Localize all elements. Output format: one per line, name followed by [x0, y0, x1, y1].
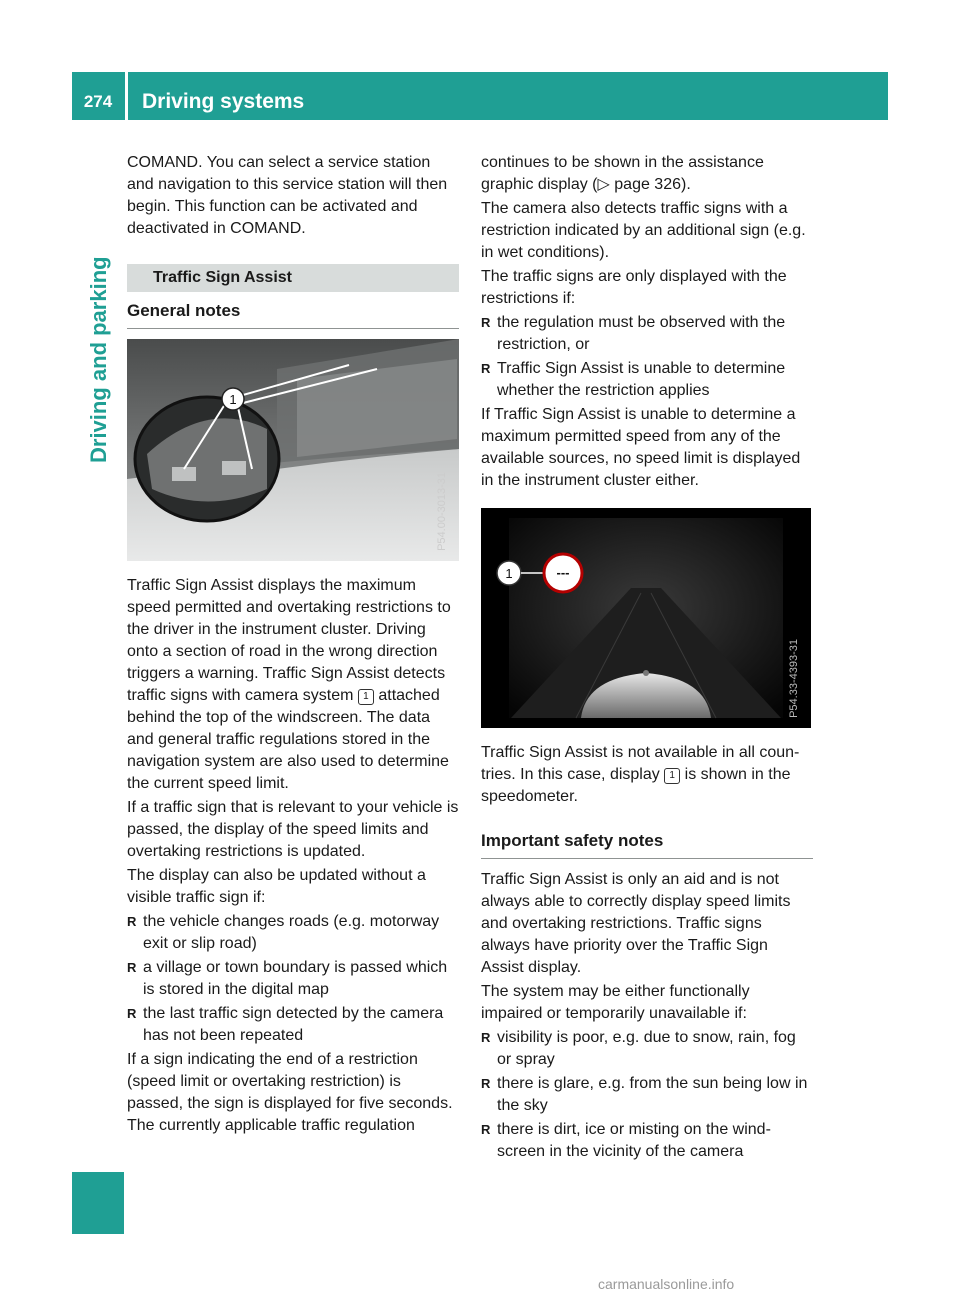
paragraph-overview: [127, 575, 459, 795]
paragraph-availability: Traffic Sign Assist is not available in all coun-tries. In this case, display 1 is shown in the speedometer.: [481, 744, 800, 805]
paragraph-impaired: The system may be either functionally impaired or temporarily unavailable if:: [481, 983, 750, 1022]
bullet-list-impaired: [481, 1027, 813, 1163]
list-item: R visibility is poor, e.g. due to snow, rain, fog or spray: [481, 1029, 796, 1068]
windscreen-illustration: [127, 339, 459, 561]
overview-text-b: attached behind the top of the windscreen. The data and general traffic regulations stored in the navigation system are also used to determine the current speed limit.: [127, 687, 449, 792]
paragraph-restrictions: The traffic signs are only displayed with the restrictions if:: [481, 268, 787, 307]
bullet-mark: R: [481, 1076, 491, 1091]
left-column: [127, 152, 459, 1139]
speed-sign-text: ---: [556, 565, 570, 580]
subheading-safety-notes: Important safety notes: [481, 822, 813, 859]
figure-instrument-cluster: [481, 508, 811, 728]
paragraph-continues: continues to be shown in the assistance graphic display (▷ page 326).: [481, 154, 764, 193]
bullet-mark: R: [127, 1006, 137, 1021]
bullet-mark: R: [481, 361, 491, 376]
callout-1: 1: [664, 768, 680, 784]
bullet-list-update: [127, 911, 459, 1047]
paragraph-no-speed-limit: If Traffic Sign Assist is unable to determine a maximum permitted speed from any of the available sources, no speed limit is displayed in the instrument cluster either.: [481, 406, 801, 489]
intro-paragraph: COMAND. You can select a service station and navigation to this service station will then begin. This function can be activated and deactivated in COMAND.: [127, 154, 448, 237]
page-number: 274: [83, 92, 113, 111]
bullet-mark: R: [127, 914, 137, 929]
paragraph-update: If a traffic sign that is relevant to your vehicle is passed, the display of the speed limits and overtaking restrictions is updated.: [127, 799, 459, 860]
side-chapter-label: Driving and parking: [86, 256, 111, 463]
figure2-callout: 1: [505, 566, 513, 581]
right-column: [481, 152, 813, 1165]
bullet-mark: R: [481, 1122, 491, 1137]
figure2-code: P54.33-4393-31: [788, 639, 800, 718]
paragraph-additional-sign: The camera also detects traffic signs with a restriction indicated by an additional sign (e.g. in wet conditions).: [481, 200, 806, 261]
list-item: R there is dirt, ice or misting on the wind-screen in the vicinity of the camera: [481, 1121, 771, 1160]
instrument-cluster-illustration: [481, 508, 811, 728]
callout-1: 1: [358, 689, 374, 705]
footer-url: carmanualsonline.info: [598, 1276, 735, 1292]
section-title: Traffic Sign Assist: [127, 264, 459, 292]
figure1-code: P54.00-3013-31: [436, 472, 448, 551]
bullet-mark: R: [481, 315, 491, 330]
subheading-general-notes: General notes: [127, 292, 459, 329]
paragraph-aid: Traffic Sign Assist is only an aid and is not always able to correctly display speed limits and overtaking restrictions. Traffic signs always have priority over the Traffic Sign Assist display.: [481, 871, 791, 976]
list-item: R the regulation must be observed with the restriction, or: [481, 314, 786, 353]
list-item: R Traffic Sign Assist is unable to determine whether the restriction applies: [481, 360, 786, 399]
list-item: R the vehicle changes roads (e.g. motorway exit or slip road): [127, 913, 440, 952]
bullet-mark: R: [481, 1030, 491, 1045]
bullet-mark: R: [127, 960, 137, 975]
list-item: R the last traffic sign detected by the camera has not been repeated: [127, 1005, 444, 1044]
side-tab-marker: [72, 1172, 124, 1234]
list-item: R a village or town boundary is passed which is stored in the digital map: [127, 959, 448, 998]
bullet-list-restrictions: [481, 312, 813, 402]
figure1-callout: 1: [229, 392, 237, 407]
figure-windscreen-camera: [127, 339, 459, 561]
paragraph-end-restriction: If a sign indicating the end of a restriction (speed limit or overtaking restriction) is passed, the sign is displayed for five seconds. The currently applicable traffic regulation: [127, 1051, 453, 1134]
list-item: R there is glare, e.g. from the sun being low in the sky: [481, 1075, 808, 1114]
header-divider: [125, 72, 128, 120]
page-reference: page 326).: [614, 176, 691, 193]
header-title: Driving systems: [142, 90, 305, 113]
page-ref-arrow-icon: ▷: [597, 176, 610, 193]
paragraph-conditions: The display can also be updated without a visible traffic sign if:: [127, 867, 426, 906]
overview-text-a: Traffic Sign Assist displays the maximum speed permitted and overtaking restrictions to the driver in the instrument cluster. Driving onto a section of road in the wrong direction triggers a warning. Traffic Sign Assist detects traffic signs with camera system: [127, 577, 451, 704]
